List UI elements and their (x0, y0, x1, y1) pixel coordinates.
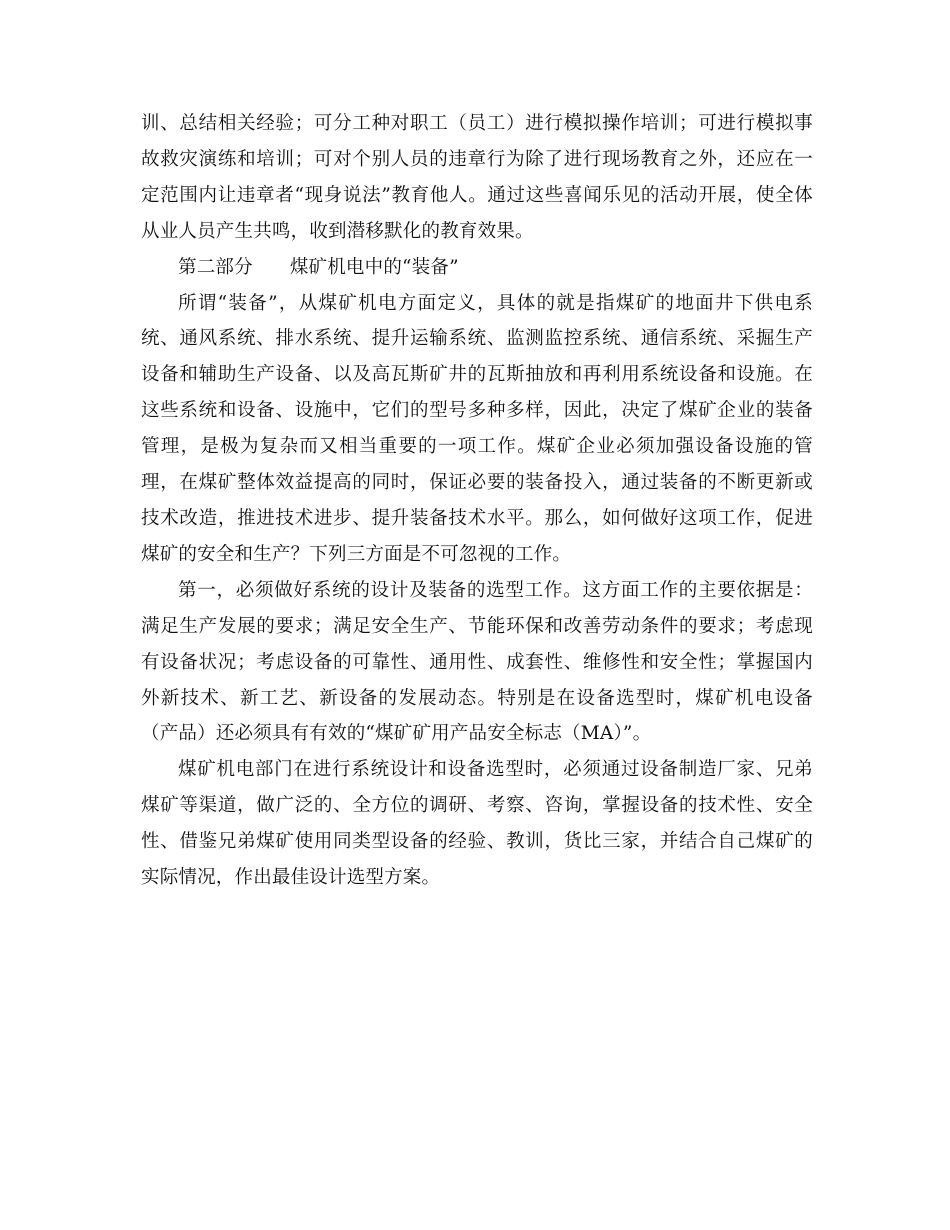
document-body (141, 106, 813, 896)
section-heading (141, 250, 813, 286)
section-part-label: 第二部分 (178, 256, 253, 278)
paragraph-system-design: 第一，必须做好系统的设计及装备的选型工作。这方面工作的主要依据是：满足生产发展的要求；满足安全生产、节能环保和改善劳动条件的要求；考虑现有设备状况；考虑设备的可靠性、通用性、成套性、维修性和安全性；掌握国内外新技术、新工艺、新设备的发展动态。特别是在设备选型时，煤矿机电设备（产品）还必须具有有效的“煤矿矿用产品安全标志（MA）”。 (141, 579, 813, 745)
paragraph-continuation: 训、总结相关经验；可分工种对职工（员工）进行模拟操作培训；可进行模拟事故救灾演练和培训；可对个别人员的违章行为除了进行现场教育之外，还应在一定范围内让违章者“现身说法”教育他人。通过这些喜闻乐见的活动开展，使全体从业人员产生共鸣，收到潜移默化的教育效果。 (141, 113, 813, 242)
paragraph-equipment-selection: 煤矿机电部门在进行系统设计和设备选型时，必须通过设备制造厂家、兄弟煤矿等渠道，做广泛的、全方位的调研、考察、咨询，掌握设备的技术性、安全性、借鉴兄弟煤矿使用同类型设备的经验、教训，货比三家，并结合自己煤矿的实际情况，作出最佳设计选型方案。 (141, 759, 813, 889)
paragraph-equipment-definition: 所谓“装备”，从煤矿机电方面定义，具体的就是指煤矿的地面井下供电系统、通风系统、排水系统、提升运输系统、监测监控系统、通信系统、采掘生产设备和辅助生产设备、以及高瓦斯矿井的瓦斯抽放和再利用系统设备和设施。在这些系统和设备、设施中，它们的型号多种多样，因此，决定了煤矿企业的装备管理，是极为复杂而又相当重要的一项工作。煤矿企业必须加强设备设施的管理，在煤矿整体效益提高的同时，保证必要的装备投入，通过装备的不断更新或技术改造，推进技术进步、提升装备技术水平。那么，如何做好这项工作，促进煤矿的安全和生产？下列三方面是不可忽视的工作。 (141, 292, 813, 565)
section-title: 煤矿机电中的“装备” (289, 256, 459, 278)
